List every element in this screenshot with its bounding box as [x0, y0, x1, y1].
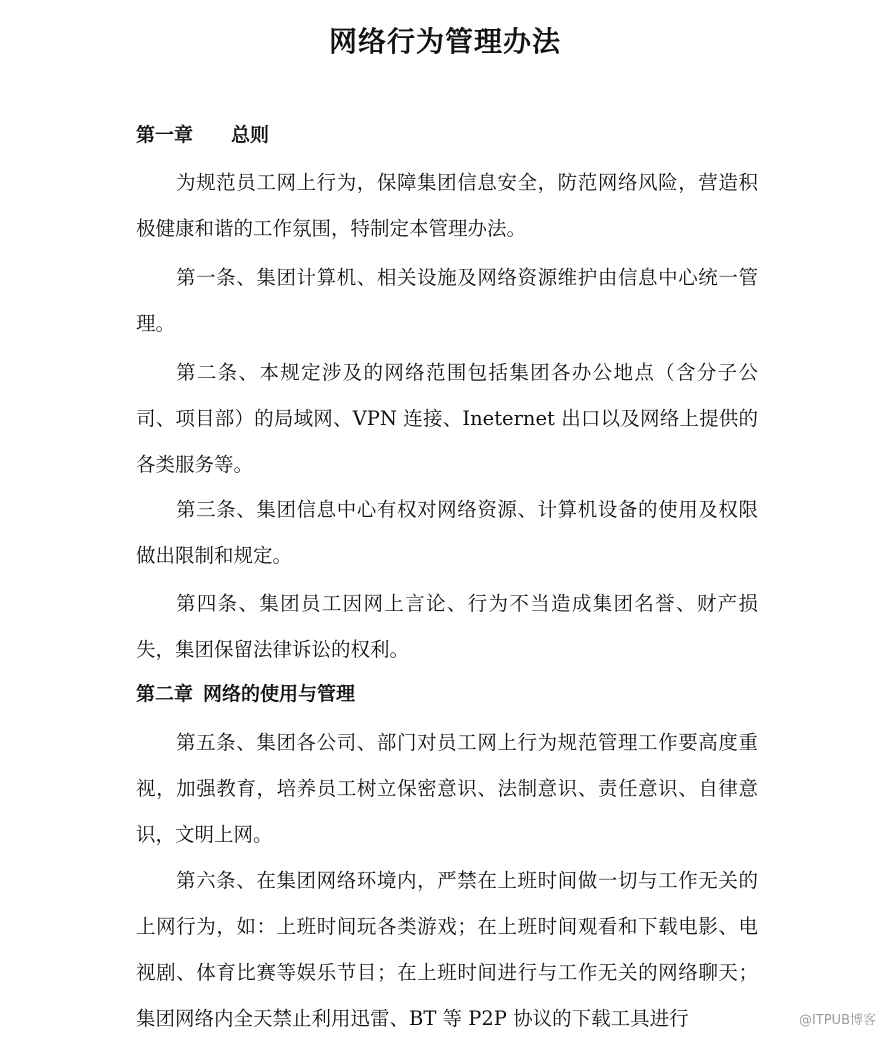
paragraph-article-1: 第一条、集团计算机、相关设施及网络资源维护由信息中心统一管理。: [136, 266, 758, 335]
paragraph-article-4: 第四条、集团员工因网上言论、行为不当造成集团名誉、财产损失，集团保留法律诉讼的权利。: [136, 592, 758, 661]
paragraph-article-3: 第三条、集团信息中心有权对网络资源、计算机设备的使用及权限做出限制和规定。: [136, 498, 758, 567]
paragraph-article-2: 第二条、本规定涉及的网络范围包括集团各办公地点（含分子公司、项目部）的局域网、VPN 连接、Ineternet 出口以及网络上提供的各类服务等。: [136, 361, 758, 476]
chapter-1-label: 第一章: [136, 124, 194, 146]
document-title: 网络行为管理办法: [328, 25, 561, 58]
chapter-2-heading: [136, 680, 355, 708]
chapter-1-name: 总则: [231, 124, 270, 146]
watermark: @ITPUB博客: [798, 1013, 876, 1028]
chapter-1-heading: [136, 121, 269, 149]
paragraph-preamble: 为规范员工网上行为，保障集团信息安全，防范网络风险，营造积极健康和谐的工作氛围，特制定本管理办法。: [136, 171, 758, 240]
chapter-2-label: 第二章: [136, 683, 194, 705]
paragraph-article-5: 第五条、集团各公司、部门对员工网上行为规范管理工作要高度重视，加强教育，培养员工树立保密意识、法制意识、责任意识、自律意识，文明上网。: [136, 731, 758, 846]
paragraph-article-6: 第六条、在集团网络环境内，严禁在上班时间做一切与工作无关的上网行为，如：上班时间玩各类游戏；在上班时间观看和下载电影、电视剧、体育比赛等娱乐节目；在上班时间进行与工作无关的网络聊天；集团网络内全天禁止利用迅雷、BT 等 P2P 协议的下载工具进行: [136, 869, 758, 1030]
chapter-2-name: 网络的使用与管理: [203, 683, 356, 705]
